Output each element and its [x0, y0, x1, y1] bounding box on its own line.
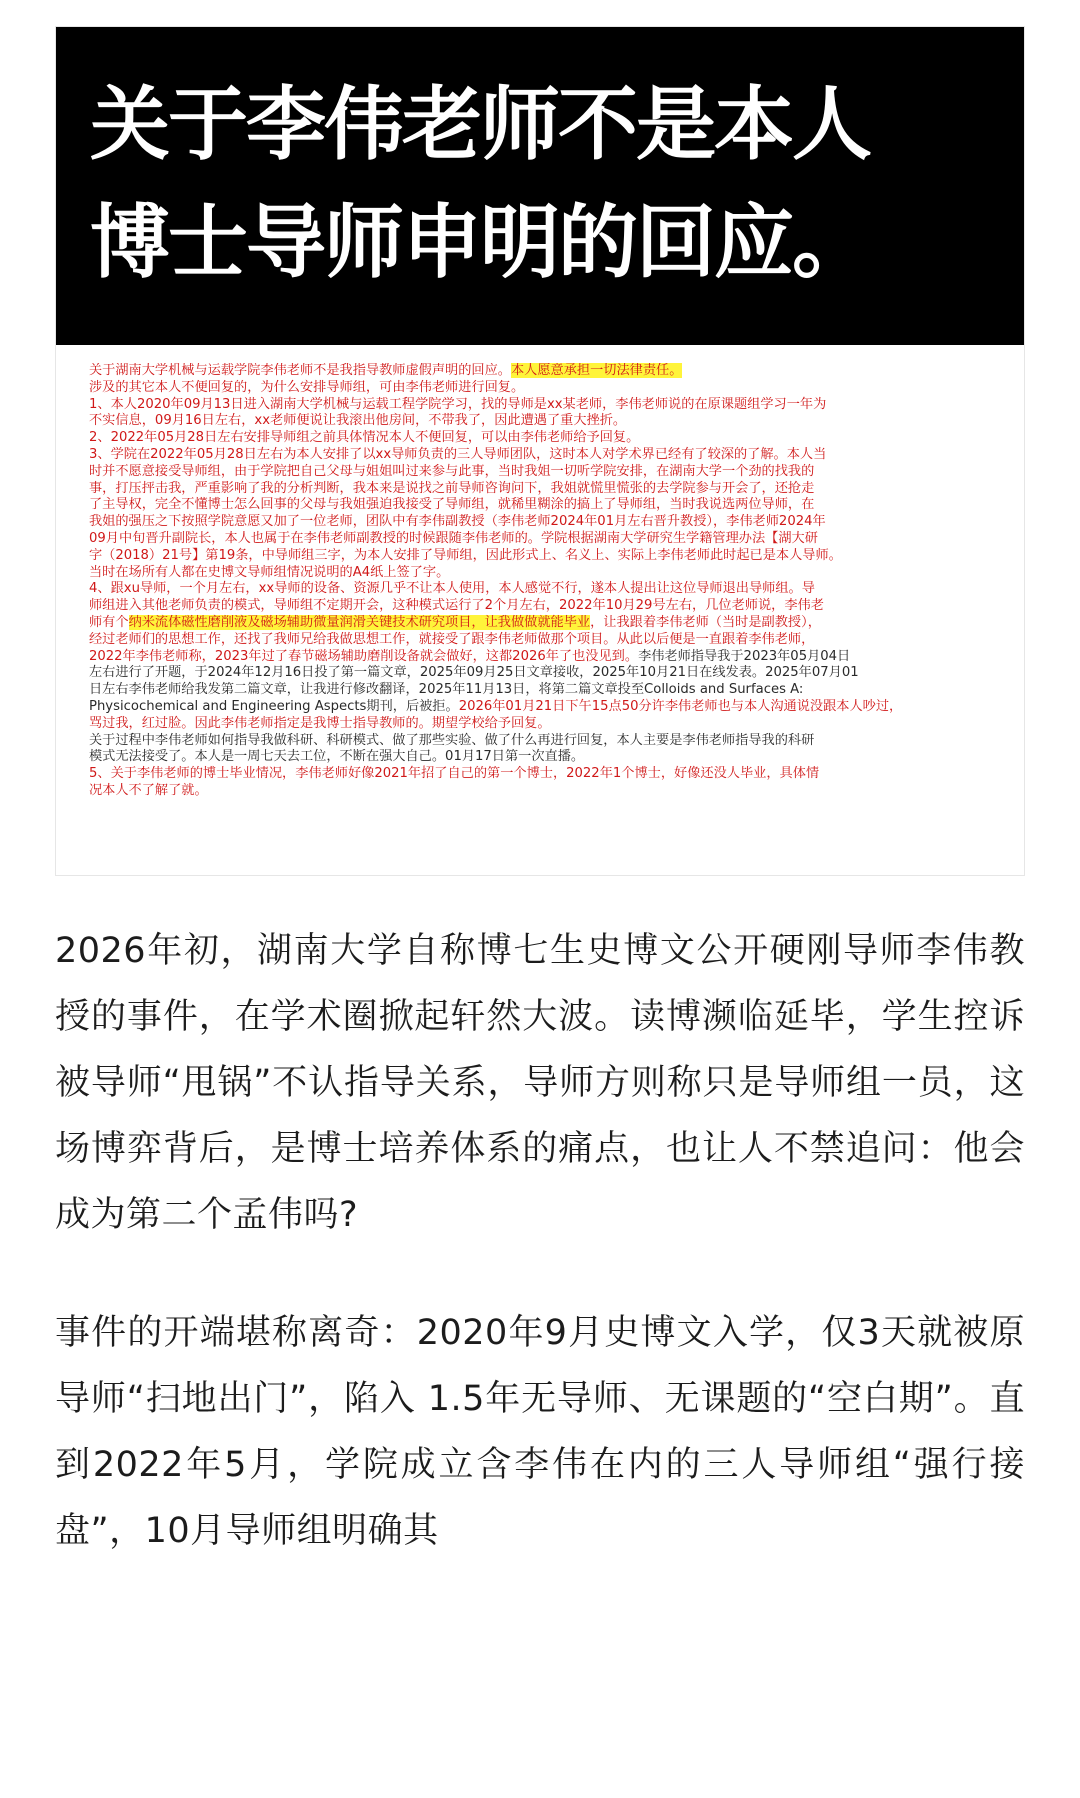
- document-line: [89, 615, 1009, 632]
- document-line: [89, 397, 1009, 414]
- document-text: 3、学院在2022年05月28日左右为本人安排了以xx导师负责的三人导师团队，这时本人对学术界已经有了较深的了解。本人当: [89, 446, 827, 462]
- document-text: 09月中旬晋升副院长，本人也属于在李伟老师副教授的时候跟随李伟老师的。学院根据湖南大学研究生学籍管理办法【湖大研: [89, 530, 818, 546]
- document-text: 2026年01月21日下午15点50分许李伟老师也与本人沟通说没跟本人吵过，: [458, 698, 903, 714]
- document-line: [89, 447, 1009, 464]
- document-line: [89, 766, 1009, 783]
- document-text: 4、跟xu导师，一个月左右，xx导师的设备、资源几乎不让本人使用，本人感觉不行，遂本人提出让这位导师退出导师组。导: [89, 581, 815, 597]
- document-text: 况本人不了解了就。: [89, 782, 208, 798]
- document-text: 2022年李伟老师称，2023年过了春节磁场辅助磨削设备就会做好，这都2026年了也没见到。: [89, 648, 639, 664]
- document-text: 不实信息，09月16日左右，xx老师便说让我滚出他房间，不带我了，因此遭遇了重大挫折。: [89, 413, 627, 429]
- document-line: [89, 497, 1009, 514]
- statement-document: [89, 363, 1009, 863]
- document-text: 关于过程中李伟老师如何指导我做科研、科研模式、做了那些实验、做了什么再进行回复，本人主要是李伟老师指导我的科研: [89, 732, 815, 748]
- document-line: [89, 749, 1009, 766]
- document-line: [89, 481, 1009, 498]
- document-line: [89, 514, 1009, 531]
- document-text: 涉及的其它本人不便回复的，为什么安排导师组，可由李伟老师进行回复。: [89, 379, 525, 395]
- document-line: [89, 531, 1009, 548]
- highlighted-text: 纳米流体磁性磨削液及磁场辅助微量润滑关键技术研究项目，让我做做就能毕业: [128, 614, 591, 630]
- document-text: 经过老师们的思想工作，还找了我师兄给我做思想工作，就接受了跟李伟老师做那个项目。从此以后便是一直跟着李伟老师，: [89, 631, 815, 647]
- document-text: 了主导权，完全不懂博士怎么回事的父母与我姐强迫我接受了导师组，就稀里糊涂的搞上了导师组，当时我说选两位导师，在: [89, 497, 815, 513]
- document-text: 事，打压抨击我，严重影响了我的分析判断，我本来是说找之前导师咨询问下，我姐就慌里慌张的去学院参与开会了，还抢走: [89, 480, 815, 496]
- document-line: [89, 783, 1009, 800]
- document-line: [89, 733, 1009, 750]
- statement-figure: [55, 26, 1025, 876]
- document-line: [89, 682, 1009, 699]
- document-line: [89, 581, 1009, 598]
- article-body: [55, 918, 1025, 1564]
- headline-line-1: 关于李伟老师不是本人: [90, 78, 870, 171]
- document-line: [89, 632, 1009, 649]
- document-text: 左右进行了开题，于2024年12月16日投了第一篇文章，2025年09月25日文章接收，2025年10月21日在线发表。2025年07月01: [89, 665, 859, 681]
- document-text: Physicochemical and Engineering Aspects期刊，后被拒。: [89, 698, 459, 714]
- document-text: 5、关于李伟老师的博士毕业情况，李伟老师好像2021年招了自己的第一个博士，2022年1个博士，好像还没人毕业，具体情: [89, 766, 820, 782]
- document-text: 李伟老师指导我于2023年05月04日: [638, 648, 851, 664]
- document-line: [89, 716, 1009, 733]
- document-text: 师组进入其他老师负责的模式，导师组不定期开会，这种模式运行了2个月左右，2022年10月29号左右，几位老师说，李伟老: [89, 598, 824, 614]
- document-line: [89, 699, 1009, 716]
- document-line: [89, 548, 1009, 565]
- document-line: [89, 464, 1009, 481]
- headline-banner: [56, 27, 1024, 345]
- document-line: [89, 380, 1009, 397]
- document-line: [89, 649, 1009, 666]
- article-paragraph: 事件的开端堪称离奇：2020年9月史博文入学，仅3天就被原导师“扫地出门”，陷入 1.5年无导师、无课题的“空白期”。直到2022年5月，学院成立含李伟在内的三人导师组“强行接盘”，10月导师组明确其: [55, 1313, 1025, 1551]
- document-line: [89, 363, 1009, 380]
- document-text: 师有个: [89, 614, 129, 630]
- document-text: 2、2022年05月28日左右安排导师组之前具体情况本人不便回复，可以由李伟老师给予回复。: [89, 430, 640, 446]
- document-text: 字（2018）21号】第19条，中导师组三字，为本人安排了导师组，因此形式上、名义上、实际上李伟老师此时起已是本人导师。: [89, 547, 842, 563]
- document-line: [89, 413, 1009, 430]
- document-text: 时并不愿意接受导师组，由于学院把自己父母与姐姐叫过来参与此事，当时我姐一切听学院安排，在湖南大学一个劲的找我的: [89, 463, 815, 479]
- document-text: 关于湖南大学机械与运载学院李伟老师不是我指导教师虚假声明的回应。: [89, 363, 511, 378]
- document-text: 模式无法接受了。本人是一周七天去工位，不断在强大自己。01月17日第一次直播。: [89, 749, 585, 765]
- document-line: [89, 598, 1009, 615]
- article-paragraph: 2026年初，湖南大学自称博七生史博文公开硬刚导师李伟教授的事件，在学术圈掀起轩然大波。读博濒临延毕，学生控诉被导师“甩锅”不认指导关系，导师方则称只是导师组一员，这场博弈背后，是博士培养体系的痛点，也让人不禁追问：他会成为第二个孟伟吗?: [55, 931, 1025, 1235]
- document-text: 我姐的强压之下按照学院意愿又加了一位老师，团队中有李伟副教授（李伟老师2024年01月左右晋升教授），李伟老师2024年: [89, 514, 826, 530]
- document-line: [89, 430, 1009, 447]
- document-text: 日左右李伟老师给我发第二篇文章，让我进行修改翻译，2025年11月13日，将第二篇文章投至Colloids and Surfaces A:: [89, 682, 804, 698]
- document-line: [89, 565, 1009, 582]
- document-text: 当时在场所有人都在史博文导师组情况说明的A4纸上签了字。: [89, 564, 450, 580]
- highlighted-text: 本人愿意承担一切法律责任。: [511, 363, 683, 378]
- document-text: ，让我跟着李伟老师（当时是副教授），: [590, 614, 821, 630]
- document-text: 1、本人2020年09月13日进入湖南大学机械与运载工程学院学习，找的导师是xx某老师，李伟老师说的在原课题组学习一年为: [89, 396, 827, 412]
- headline-line-2: 博士导师申明的回应。: [90, 196, 870, 289]
- document-line: [89, 665, 1009, 682]
- document-text: 骂过我，红过脸。因此李伟老师指定是我博士指导教师的。期望学校给予回复。: [89, 715, 551, 731]
